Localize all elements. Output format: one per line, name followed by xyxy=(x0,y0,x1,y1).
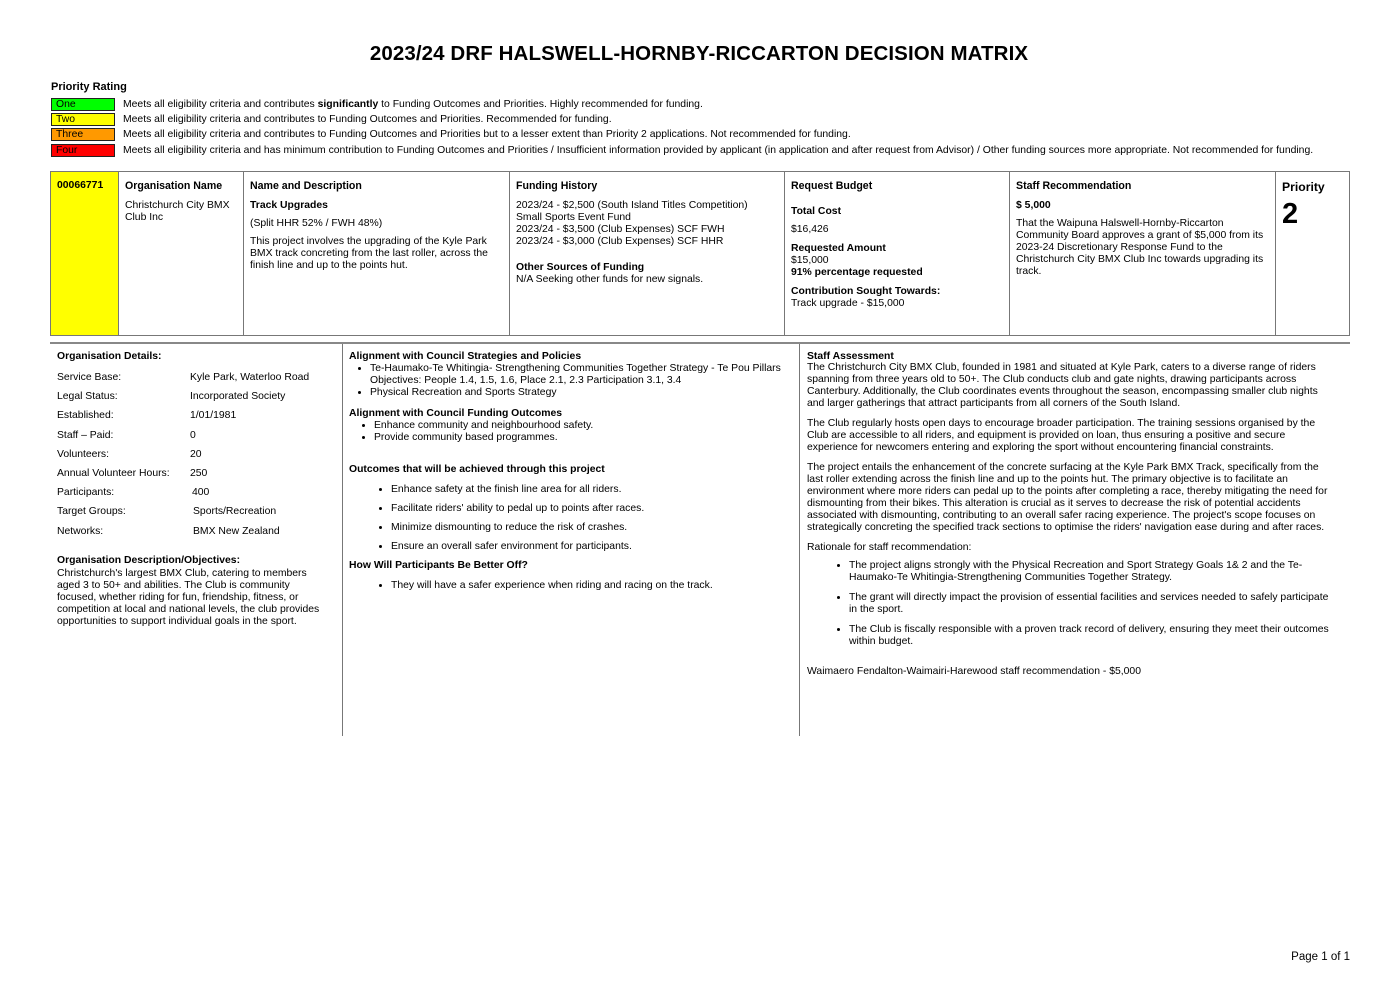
funding-outcomes-list xyxy=(349,420,793,444)
recommendation-line: Christchurch City BMX Club Inc towards upgrading its xyxy=(1016,254,1264,265)
list-item xyxy=(849,560,1344,584)
achieved-outcomes-list xyxy=(349,484,793,553)
legend-text: Meets all eligibility criteria and contributes to Funding Outcomes and Priorities. Recommended for funding. xyxy=(123,114,612,126)
organisation-description-line: opportunities to support individual goals in the sport. xyxy=(57,615,297,627)
name-description-cell xyxy=(243,172,509,335)
rationale-line: in the sport. xyxy=(849,604,904,615)
assessment-line: The Club regularly hosts open days to encourage broader participation. The training sessions organised by the xyxy=(807,418,1316,429)
organisation-details-panel xyxy=(50,344,342,736)
requested-amount-label: Requested Amount xyxy=(791,243,886,254)
request-budget-cell xyxy=(784,172,1009,335)
assessment-paragraph xyxy=(807,462,1344,534)
detail-row xyxy=(57,410,342,429)
total-cost-label: Total Cost xyxy=(791,206,842,217)
detail-value: 0 xyxy=(190,429,196,441)
legend-text: Meets all eligibility criteria and contributes to Funding Outcomes and Priorities but to a lesser extent than Priority 2 applications. Not recommended for funding. xyxy=(123,129,851,141)
contribution-label: Contribution Sought Towards: xyxy=(791,286,941,297)
detail-value: 400 xyxy=(192,487,210,499)
list-item xyxy=(849,624,1344,648)
list-item: • Ensure an overall safer environment for participants. xyxy=(391,541,793,553)
assessment-line: dismounting from their bikes. This alteration is crucial as it serves to decrease the risk of potential accidents xyxy=(807,498,1301,509)
funding-history-heading: Funding History xyxy=(516,180,598,192)
strategies-list xyxy=(349,363,793,399)
detail-value: BMX New Zealand xyxy=(193,525,280,537)
detail-row xyxy=(57,506,342,525)
funding-history-line: 2023/24 - $3,000 (Club Expenses) SCF HHR xyxy=(516,236,724,247)
detail-value: 250 xyxy=(190,467,208,479)
assessment-line: environment where more riders can pedal up to the points after completing a race, thereby mitigating the need for xyxy=(807,486,1328,497)
priority-swatch-two: Two xyxy=(51,113,115,126)
strategies-heading: Alignment with Council Strategies and Policies xyxy=(349,351,582,362)
assessment-line: associated with dismounting, contributing to an overall safer racing experience. The project's scope focuses on xyxy=(807,510,1316,521)
detail-row xyxy=(57,430,342,449)
detail-row xyxy=(57,468,342,487)
list-item xyxy=(849,592,1344,616)
list-item: • Minimize dismounting to reduce the risk of crashes. xyxy=(391,522,793,534)
detail-key: Staff – Paid: xyxy=(57,429,114,441)
better-off-list xyxy=(349,580,793,592)
funding-history-line: 2023/24 - $2,500 (South Island Titles Competition) xyxy=(516,200,748,211)
organisation-name-line: Club Inc xyxy=(125,212,164,223)
detail-key: Annual Volunteer Hours: xyxy=(57,467,170,479)
detail-key: Volunteers: xyxy=(57,448,109,460)
page-title: 2023/24 DRF HALSWELL-HORNBY-RICCARTON DECISION MATRIX xyxy=(369,42,1029,65)
assessment-line: experience for newcomers entering and exploring the sport without encountering financial constraints. xyxy=(807,442,1274,453)
list-item: • Provide community based programmes. xyxy=(374,432,793,444)
assessment-line: Canterbury. Additionally, the Club coordinates events throughout the season, encompassing smaller club nights xyxy=(807,386,1318,397)
detail-row xyxy=(57,487,342,506)
organisation-description-line: competition at local and national levels, the club provides xyxy=(57,603,320,615)
staff-assessment-panel xyxy=(799,344,1350,736)
organisation-description-line: aged 3 to 50+ and abilities. The Club is community xyxy=(57,579,290,591)
recommendation-line: That the Waipuna Halswell-Hornby-Riccarton xyxy=(1016,218,1224,229)
rationale-line: • The Club is fiscally responsible with a proven track record of delivery, ensuring they meet their outcomes xyxy=(849,624,1329,635)
assessment-line: spanning from three years old to 50+. The Club conducts club and gate nights, drawing participants across xyxy=(807,374,1297,385)
legend-row xyxy=(51,112,1313,127)
funding-outcomes-heading: Alignment with Council Funding Outcomes xyxy=(349,408,562,419)
legend-row xyxy=(51,97,1313,112)
strategy-line: • Te-Haumako-Te Whitingia- Strengthening Communities Together Strategy - Te Pou Pillars xyxy=(370,363,781,374)
application-id-cell xyxy=(51,172,118,335)
rationale-line: Haumako-Te Whitingia-Strengthening Communities Together Strategy. xyxy=(849,572,1173,583)
project-description xyxy=(250,236,503,272)
other-funding-heading: Other Sources of Funding xyxy=(516,262,645,273)
organisation-description-line: Christchurch's largest BMX Club, catering to members xyxy=(57,567,307,579)
legend-text-part: to Funding Outcomes and Priorities. Highly recommended for funding. xyxy=(378,99,703,111)
list-item xyxy=(370,387,793,399)
funding-history-cell xyxy=(509,172,784,335)
detail-row xyxy=(57,372,342,391)
detail-row xyxy=(57,391,342,410)
staff-assessment-heading: Staff Assessment xyxy=(807,351,894,362)
detail-value: 20 xyxy=(190,448,202,460)
list-item xyxy=(370,363,793,387)
detail-key: Established: xyxy=(57,410,114,422)
description-line: BMX track concreting from the last roller, across the xyxy=(250,248,488,259)
list-item: • Enhance community and neighbourhood safety. xyxy=(374,420,793,432)
priority-swatch-three: Three xyxy=(51,128,115,141)
rationale-line: • The grant will directly impact the provision of essential facilities and services needed to safely participate xyxy=(849,592,1329,603)
request-budget-heading: Request Budget xyxy=(791,180,873,192)
organisation-name-line: Christchurch City BMX xyxy=(125,200,230,211)
funding-history-line: 2023/24 - $3,500 (Club Expenses) SCF FWH xyxy=(516,224,725,235)
organisation-description-line: focused, whether riding for fun, friendship, fitness, or xyxy=(57,591,299,603)
other-funding-text: N/A Seeking other funds for new signals. xyxy=(516,274,704,285)
application-id: 00066771 xyxy=(57,180,104,191)
priority-value: 2 xyxy=(1282,198,1299,230)
detail-key: Participants: xyxy=(57,487,115,499)
achieved-outcomes-heading: Outcomes that will be achieved through this project xyxy=(349,464,605,475)
assessment-paragraph xyxy=(807,362,1344,410)
assessment-line: strategically concreting the specified track sections to optimise the riders' navigation ease during and after races. xyxy=(807,522,1325,533)
assessment-line: and larger gatherings that attract participants from all corners of the South Island. xyxy=(807,398,1181,409)
list-item: • Facilitate riders' ability to pedal up to points after races. xyxy=(391,503,793,515)
rationale-line: within budget. xyxy=(849,636,914,647)
rationale-heading: Rationale for staff recommendation: xyxy=(807,542,972,553)
organisation-name-heading: Organisation Name xyxy=(125,180,223,192)
assessment-paragraph xyxy=(807,418,1344,454)
legend-text: Meets all eligibility criteria and has minimum contribution to Funding Outcomes and Priorities / Insufficient information provided by applicant (in application and after request from Advisor) / Other funding sources more appropriate. Not recommended for funding. xyxy=(123,144,1314,156)
detail-row xyxy=(57,449,342,468)
footer-note: Waimaero Fendalton-Waimairi-Harewood staff recommendation - $5,000 xyxy=(807,666,1141,677)
percentage-requested: 91% percentage requested xyxy=(791,267,923,278)
staff-recommendation-cell xyxy=(1009,172,1275,335)
funding-split: (Split HHR 52% / FWH 48%) xyxy=(250,218,383,229)
recommendation-line: 2023-24 Discretionary Response Fund to the xyxy=(1016,242,1223,253)
recommendation-line: Community Board approves a grant of $5,000 from its xyxy=(1016,230,1264,241)
name-description-heading: Name and Description xyxy=(250,180,362,192)
description-line: finish line and up to the points hut. xyxy=(250,260,408,271)
detail-value: 1/01/1981 xyxy=(190,410,237,422)
list-item: • Enhance safety at the finish line area for all riders. xyxy=(391,484,793,496)
strategy-line: • Physical Recreation and Sports Strategy xyxy=(370,387,557,398)
staff-recommendation-heading: Staff Recommendation xyxy=(1016,180,1132,192)
detail-value: Sports/Recreation xyxy=(193,506,277,518)
priority-heading: Priority xyxy=(1282,180,1325,194)
legend-row xyxy=(51,143,1313,158)
detail-value: Kyle Park, Waterloo Road xyxy=(190,372,310,383)
strategy-line: Objectives: People 1.4, 1.5, 1.6, Place 2.1, 2.3 Participation 3.1, 3.4 xyxy=(370,375,682,386)
assessment-line: The Christchurch City BMX Club, founded in 1981 and situated at Kyle Park, caters to a diverse range of riders xyxy=(807,362,1316,373)
assessment-line: The project entails the enhancement of the concrete surfacing at the Kyle Park BMX Track, specifically from the xyxy=(807,462,1319,473)
total-cost-value: $16,426 xyxy=(791,224,829,235)
better-off-heading: How Will Participants Be Better Off? xyxy=(349,560,528,571)
organisation-description-heading: Organisation Description/Objectives: xyxy=(57,554,241,566)
legend-emphasis: significantly xyxy=(317,99,379,111)
detail-key: Service Base: xyxy=(57,372,122,383)
list-item: • They will have a safer experience when riding and racing on the track. xyxy=(391,580,793,592)
organisation-name-cell xyxy=(118,172,243,335)
detail-key: Networks: xyxy=(57,525,104,537)
summary-table xyxy=(50,171,1350,336)
priority-cell xyxy=(1275,172,1349,335)
detail-value: Incorporated Society xyxy=(190,391,286,403)
organisation-details-heading: Organisation Details: xyxy=(57,351,162,362)
legend-text xyxy=(123,99,703,110)
page-number: Page 1 of 1 xyxy=(1291,951,1350,963)
detail-key: Legal Status: xyxy=(57,391,118,403)
recommendation-text xyxy=(1016,218,1269,278)
description-line: This project involves the upgrading of the Kyle Park xyxy=(250,236,487,247)
priority-swatch-four: Four xyxy=(51,144,115,157)
project-title: Track Upgrades xyxy=(250,200,328,211)
legend-text-part: Meets all eligibility criteria and contributes xyxy=(123,99,318,111)
detail-row xyxy=(57,526,342,545)
priority-swatch-one: One xyxy=(51,98,115,111)
recommendation-line: track. xyxy=(1016,266,1042,277)
recommended-amount: $ 5,000 xyxy=(1016,200,1051,211)
alignment-panel xyxy=(342,344,799,736)
funding-history-line: Small Sports Event Fund xyxy=(516,212,631,223)
priority-legend xyxy=(51,97,1313,158)
detail-key: Target Groups: xyxy=(57,506,126,518)
rationale-list xyxy=(807,560,1344,648)
priority-rating-heading: Priority Rating xyxy=(51,81,127,93)
legend-row xyxy=(51,127,1313,142)
contribution-value: Track upgrade - $15,000 xyxy=(791,298,905,309)
assessment-line: Club are accessible to all riders, and equipment is provided on loan, thus ensuring a positive and secure xyxy=(807,430,1286,441)
rationale-line: • The project aligns strongly with the Physical Recreation and Sport Strategy Goals 1& 2 and the Te- xyxy=(849,560,1303,571)
assessment-line: last roller extending across the finish line and up to the points hut. The primary objective is to facilitate an xyxy=(807,474,1288,485)
requested-amount-value: $15,000 xyxy=(791,255,829,266)
